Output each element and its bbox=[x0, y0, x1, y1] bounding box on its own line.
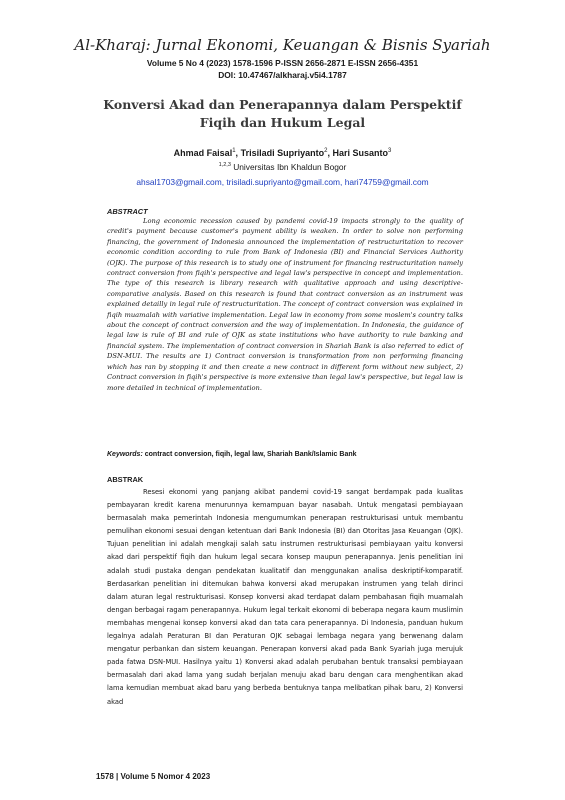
keywords bbox=[107, 451, 467, 458]
author-affil-mark: 2 bbox=[324, 148, 328, 154]
author-name: Trisiladi Supriyanto bbox=[240, 148, 325, 158]
abstract-text: Long economic recession caused by pandemi covid-19 impacts strongly to the quality of credit's payment because customer's payment ability is weaken. In order to solve non performing financing, the government of Indonesia announced the implementation of restructuritation to recover economic condition according to rule from Bank of Indonesia (BI) and Financial Services Authority (OJK). The purpose of this research is to study one of instrument for financing restructuritation namely contract conversion from fiqih's perspective and legal law's perspective in concept and implementation. The type of this research is library research with qualitative approach and using descriptive-comparative analysis. Based on this research is found that contract conversion as an instrument was explained detailly in legal rule of restructuritation. The concept of contract conversion was explained in fiqih muamalah with variative implementation. Legal law in economy from some moslem's country talks about the concept of contract conversion and the way of implementation. In Indonesia, the guidance of legal law is rule of BI and rule of OJK as state institutions who have authority to rule banking and financial system. The implementation of contract conversion in Shariah Bank is also referred to edict of DSN-MUI. The results are 1) Contract conversion is transformation from non performing financing which has ran by stopping it and then create a new contract in different form without new subject, 2) Contract conversion in fiqih's perspective is more extensive than legal law's perspective, but legal law is more detailed in technical of implementation. bbox=[107, 217, 463, 392]
author-affil-mark: 3 bbox=[387, 148, 392, 154]
doi-line: DOI: 10.47467/alkharaj.v5i4.1787 bbox=[218, 70, 347, 80]
affiliation-mark: 1,2,3 bbox=[218, 162, 231, 169]
abstract-heading: ABSTRACT bbox=[107, 207, 148, 216]
page-footer: 1578 | Volume 5 Nomor 4 2023 bbox=[96, 772, 211, 781]
affiliation bbox=[0, 162, 565, 172]
author-emails[interactable]: ahsal1703@gmail.com, trisiladi.supriyanto@gmail.com, hari74759@gmail.com bbox=[136, 177, 429, 187]
affiliation-name: Universitas Ibn Khaldun Bogor bbox=[233, 162, 347, 172]
volume-issn-line: Volume 5 No 4 (2023) 1578-1596 P-ISSN 2656-2871 E-ISSN 2656-4351 bbox=[146, 58, 419, 68]
author-name: Hari Susanto bbox=[332, 148, 388, 158]
abstrak-text: Resesi ekonomi yang panjang akibat pandemi covid-19 sangat berdampak pada kualitas pembayaran kredit karena menurunnya kemampuan bayar nasabah. Untuk mengatasi pembiayaan bermasalah maka pemerintah Indonesia mengumumkan penerapan restrukturisasi untuk membantu pemulihan ekonomi sesuai dengan ketentuan dari Bank Indonesia (BI) dan Otoritas Jasa Keuangan (OJK). Tujuan penelitian ini adalah mengkaji salah satu instrumen restrukturisasi pembiayaan yaitu konversi akad dari perspektif fiqih dan hukum legal secara konsep maupun penerapannya. Jenis penelitian ini adalah studi pustaka dengan pendekatan kualitatif dan menggunakan analisa deskriptif-komparatif. Berdasarkan penelitian ini ditemukan bahwa konversi akad merupakan instrumen yang telah dirinci dalam aturan legal restrukturisasi. Konsep konversi akad terdapat dalam pembahasan fiqih muamalah dengan berbagai ragam penerapannya. Hukum legal terkait ekonomi di beberapa negara kaum muslimin membahas mengenai konsep konversi akad dan tata cara penerapannya. Di Indonesia, panduan hukum legalnya adalah Peraturan BI dan Peraturan OJK sebagai lembaga negara yang berwenang dalam mengatur perbankan dan sistem keuangan. Penerapan konversi akad pada Bank Syariah juga merujuk pada fatwa DSN-MUI. Hasilnya yaitu 1) Konversi akad adalah perubahan bentuk transaksi pembiayaan bermasalah dari akad lama yang sudah berjalan menuju akad baru dengan cara menghentikan akad lama kemudian membuat akad baru yang berbeda bentuknya tanpa melibatkan pihak baru, 2) Konversi akad bbox=[107, 488, 463, 706]
paper-title: Konversi Akad dan Penerapannya dalam Perspektif Fiqih dan Hukum Legal bbox=[103, 97, 462, 130]
author-affil-mark: 1 bbox=[232, 148, 236, 154]
author-name: Ahmad Faisal bbox=[173, 148, 233, 158]
journal-title: Al-Kharaj: Jurnal Ekonomi, Keuangan & Bisnis Syariah bbox=[74, 36, 491, 54]
author-list: Ahmad Faisal$^1$, Trisiladi Supriyanto$^2$, Hari Susanto$^3$ bbox=[173, 148, 392, 158]
abstrak-heading: ABSTRAK bbox=[107, 475, 144, 484]
keywords-text: contract conversion, fiqih, legal law, Shariah Bank/Islamic Bank bbox=[144, 451, 357, 458]
keywords-label: Keywords: bbox=[107, 451, 143, 458]
